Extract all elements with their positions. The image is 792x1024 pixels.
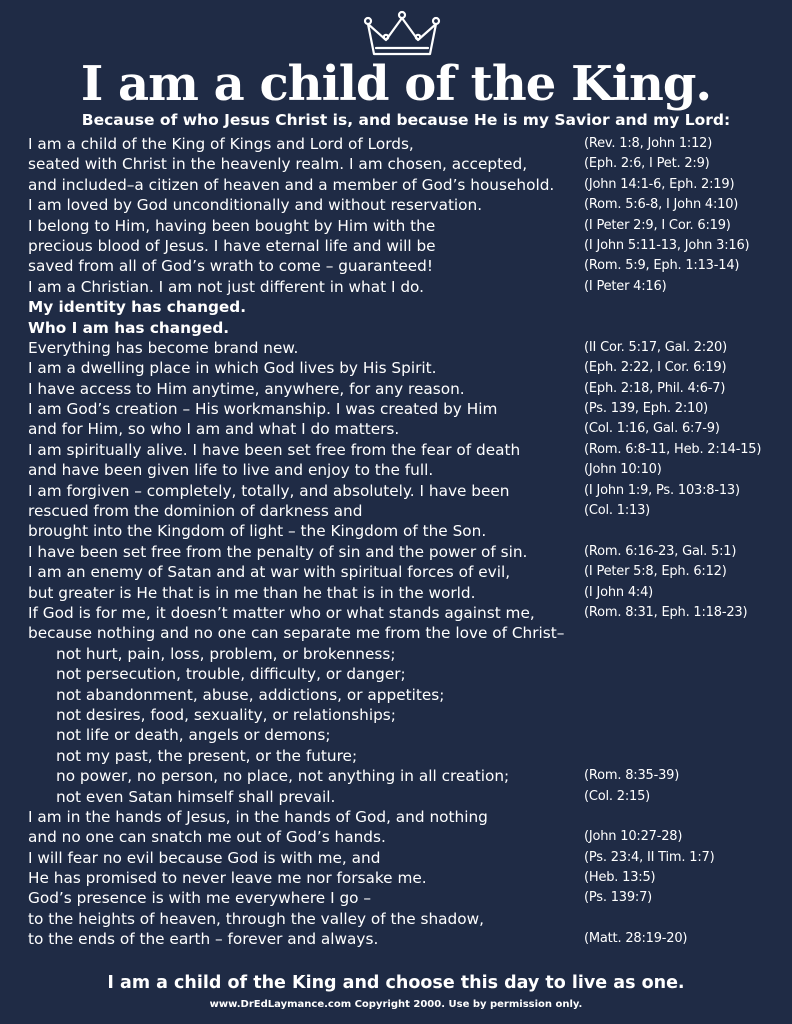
affirmation-line [0,318,792,338]
affirmation-line [0,909,792,929]
affirmation-text: I am an enemy of Satan and at war with spiritual forces of evil, [28,563,511,582]
affirmation-text: saved from all of God’s wrath to come – guaranteed! [28,257,434,276]
affirmation-text: My identity has changed. [28,298,247,317]
affirmation-text: not persecution, trouble, difficulty, or danger; [56,665,406,684]
affirmation-line [0,195,792,215]
affirmation-text: If God is for me, it doesn’t matter who or what stands against me, [28,603,535,622]
affirmation-line [0,603,792,623]
closing-statement: I am a child of the King and choose this day to live as one. [107,973,685,993]
affirmation-text: I am God’s creation – His workmanship. I was created by Him [28,400,498,419]
affirmation-text: I am loved by God unconditionally and without reservation. [28,196,483,215]
page-subtitle: Because of who Jesus Christ is, and because He is my Savior and my Lord: [81,111,731,129]
affirmation-text: I am a Christian. I am not just different in what I do. [28,277,424,296]
affirmation-line [0,338,792,358]
affirmation-line [0,277,792,297]
affirmation-text: to the heights of heaven, through the valley of the shadow, [28,909,484,928]
scripture-reference: (Ps. 139, Eph. 2:10) [584,401,709,417]
affirmation-line [0,521,792,541]
affirmation-text: not even Satan himself shall prevail. [56,787,336,806]
copyright-notice: www.DrEdLaymance.com Copyright 2000. Use by permission only. [209,999,583,1010]
affirmation-line [0,440,792,460]
affirmation-line [0,256,792,276]
affirmation-text: seated with Christ in the heavenly realm. I am chosen, accepted, [28,155,528,174]
affirmation-line [0,644,792,664]
affirmation-line [0,623,792,643]
affirmation-line [0,419,792,439]
affirmation-text: God’s presence is with me everywhere I go – [28,889,372,908]
affirmation-text: and no one can snatch me out of God’s hands. [28,828,386,847]
affirmation-line [0,929,792,949]
affirmation-text: not my past, the present, or the future; [56,746,358,765]
scripture-reference: (I John 5:11-13, John 3:16) [584,237,750,253]
scripture-reference: (Rom. 6:16-23, Gal. 5:1) [584,543,737,559]
scripture-reference: (I Peter 5:8, Eph. 6:12) [584,564,727,580]
affirmation-text: I am a child of the King of Kings and Lord of Lords, [28,135,414,153]
affirmation-text: not abandonment, abuse, addictions, or appetites; [56,685,445,704]
affirmation-line [0,297,792,317]
page-title: I am a child of the King. [80,56,712,112]
affirmation-text: I have access to Him anytime, anywhere, for any reason. [28,379,465,398]
affirmation-text: rescued from the dominion of darkness and [28,502,363,521]
scripture-reference: (I Peter 4:16) [584,278,667,294]
affirmation-line [0,787,792,807]
scripture-reference: (Rom. 5:6-8, I John 4:10) [584,197,739,213]
affirmation-line [0,766,792,786]
scripture-reference: (Eph. 2:6, I Pet. 2:9) [584,156,710,172]
scripture-reference: (I John 1:9, Ps. 103:8-13) [584,482,740,498]
affirmation-text: Everything has become brand new. [28,338,299,357]
affirmation-line [0,746,792,766]
scripture-reference: (I Peter 2:9, I Cor. 6:19) [584,217,731,233]
affirmation-text: I have been set free from the penalty of sin and the power of sin. [28,542,528,561]
scripture-reference: (Col. 1:13) [584,503,651,519]
affirmation-text: not hurt, pain, loss, problem, or brokenness; [56,644,396,663]
affirmation-text: not life or death, angels or demons; [56,726,331,745]
affirmation-text: but greater is He that is in me than he that is in the world. [28,583,476,602]
affirmation-line [0,705,792,725]
scripture-reference: (Matt. 28:19-20) [584,931,688,947]
affirmation-line [0,399,792,419]
affirmation-line [0,685,792,705]
affirmation-text: I belong to Him, having been bought by Him with the [28,216,436,235]
affirmation-line [0,664,792,684]
affirmation-line [0,154,792,174]
affirmation-line [0,848,792,868]
affirmation-line [0,807,792,827]
affirmation-line [0,460,792,480]
affirmation-line [0,358,792,378]
scripture-reference: (John 10:10) [584,462,662,478]
affirmation-line [0,481,792,501]
affirmation-text: and for Him, so who I am and what I do matters. [28,420,400,439]
scripture-reference: (Rev. 1:8, John 1:12) [584,136,713,151]
affirmation-line [0,501,792,521]
affirmation-list [0,134,792,950]
affirmation-text: because nothing and no one can separate me from the love of Christ– [28,624,565,643]
affirmation-text: I am forgiven – completely, totally, and absolutely. I have been [28,481,510,500]
affirmation-text: and included–a citizen of heaven and a member of God’s household. [28,175,555,194]
affirmation-text: brought into the Kingdom of light – the Kingdom of the Son. [28,522,487,541]
affirmation-text: I am in the hands of Jesus, in the hands of God, and nothing [28,807,488,826]
affirmation-line [0,236,792,256]
scripture-reference: (Eph. 2:18, Phil. 4:6-7) [584,380,726,396]
scripture-reference: (Rom. 8:35-39) [584,768,680,784]
affirmation-text: He has promised to never leave me nor forsake me. [28,869,427,888]
affirmation-line [0,542,792,562]
scripture-reference: (John 10:27-28) [584,829,683,845]
affirmation-line [0,562,792,582]
affirmation-text: I am spiritually alive. I have been set free from the fear of death [28,440,521,459]
affirmation-text: to the ends of the earth – forever and always. [28,930,379,949]
scripture-reference: (Ps. 23:4, II Tim. 1:7) [584,849,715,865]
scripture-reference: (Ps. 139:7) [584,890,653,906]
scripture-reference: (II Cor. 5:17, Gal. 2:20) [584,339,727,355]
scripture-reference: (Rom. 5:9, Eph. 1:13-14) [584,258,740,274]
scripture-reference: (Col. 2:15) [584,788,651,804]
affirmation-text: Who I am has changed. [28,318,230,337]
affirmation-line [0,827,792,847]
scripture-reference: (John 14:1-6, Eph. 2:19) [584,176,735,192]
affirmation-line [0,888,792,908]
affirmation-text: no power, no person, no place, not anything in all creation; [56,767,510,786]
scripture-reference: (Heb. 13:5) [584,870,656,886]
affirmation-line [0,134,792,154]
affirmation-text: and have been given life to live and enjoy to the full. [28,461,434,480]
affirmation-text: I am a dwelling place in which God lives by His Spirit. [28,359,437,378]
affirmation-text: precious blood of Jesus. I have eternal life and will be [28,236,436,255]
affirmation-line [0,868,792,888]
scripture-reference: (I John 4:4) [584,584,654,600]
affirmation-line [0,175,792,195]
affirmation-line [0,725,792,745]
affirmation-line [0,583,792,603]
affirmation-line [0,216,792,236]
affirmation-text: I will fear no evil because God is with me, and [28,848,381,867]
scripture-reference: (Rom. 6:8-11, Heb. 2:14-15) [584,441,762,457]
scripture-reference: (Rom. 8:31, Eph. 1:18-23) [584,604,748,620]
affirmation-text: not desires, food, sexuality, or relationships; [56,705,396,724]
scripture-reference: (Col. 1:16, Gal. 6:7-9) [584,421,720,437]
affirmation-line [0,379,792,399]
scripture-reference: (Eph. 2:22, I Cor. 6:19) [584,360,727,376]
